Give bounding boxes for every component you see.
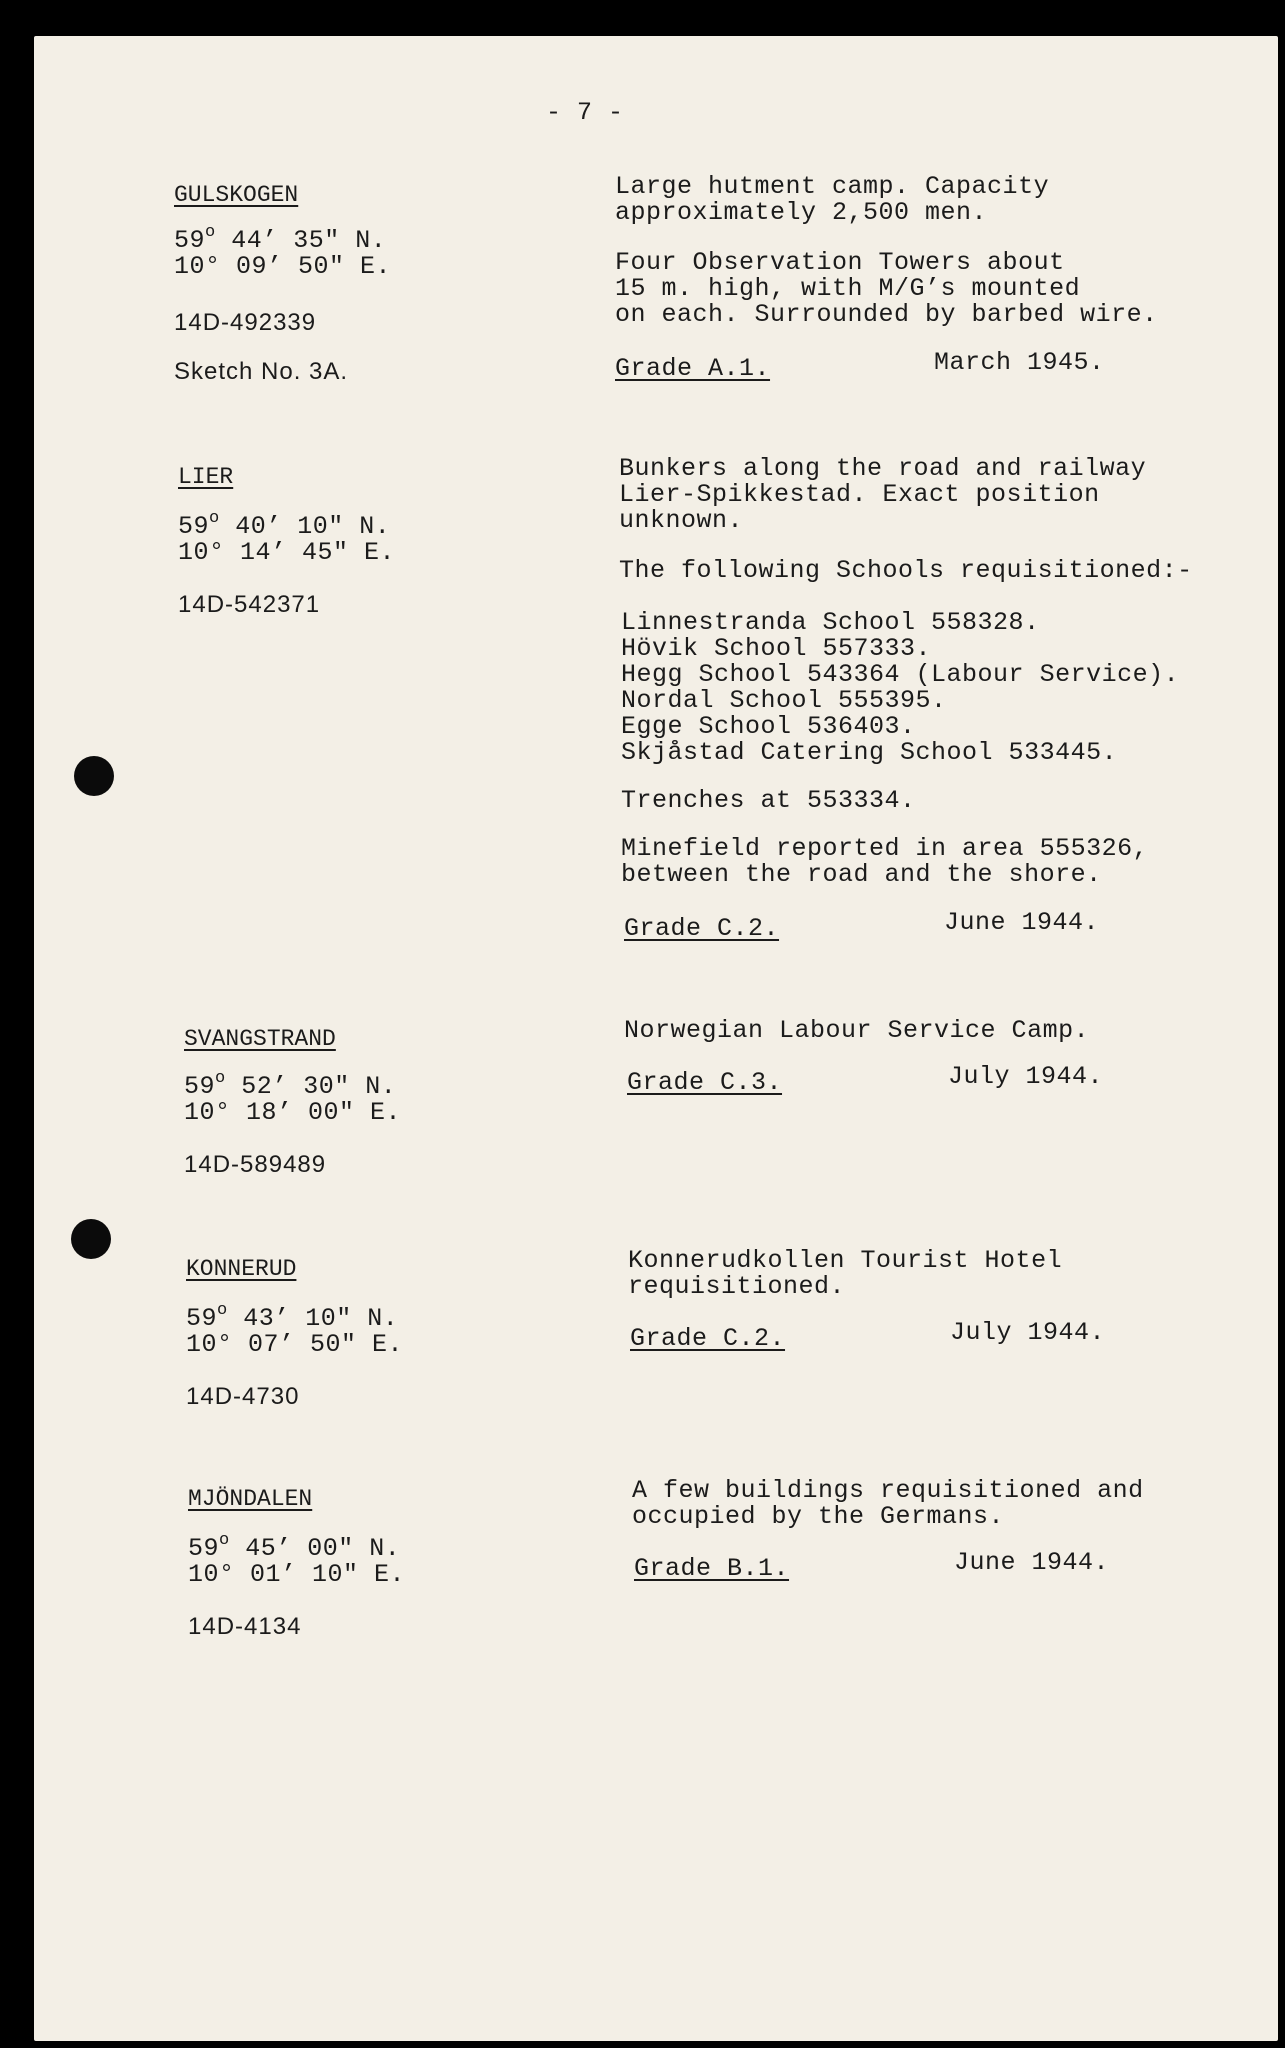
degree-symbol: o bbox=[209, 509, 220, 528]
map-reference: 14D-589489 bbox=[184, 1151, 327, 1178]
report-date: July 1944. bbox=[950, 1318, 1106, 1347]
latitude-rest: 40’ 10" N. bbox=[235, 512, 391, 541]
grade: Grade B.1. bbox=[634, 1554, 790, 1583]
latitude-degrees: 59 bbox=[186, 1304, 218, 1333]
description: Konnerudkollen Tourist Hotel requisitioned. bbox=[628, 1246, 1063, 1301]
place-name: GULSKOGEN bbox=[174, 182, 299, 208]
description: A few buildings requisitioned and occupied by the Germans. bbox=[632, 1476, 1144, 1531]
longitude: 10° 14’ 45" E. bbox=[178, 538, 396, 567]
description: Large hutment camp. Capacity approximately 2,500 men. bbox=[615, 172, 1050, 227]
report-date: March 1945. bbox=[934, 348, 1105, 377]
page-number: - 7 - bbox=[546, 98, 624, 127]
longitude: 10° 18’ 00" E. bbox=[184, 1098, 402, 1127]
latitude-rest: 43’ 10" N. bbox=[243, 1304, 399, 1333]
latitude-degrees: 59 bbox=[178, 512, 210, 541]
grade: Grade A.1. bbox=[615, 354, 771, 383]
place-name: MJÖNDALEN bbox=[188, 1486, 313, 1512]
map-reference: 14D-4134 bbox=[188, 1613, 302, 1640]
punch-hole bbox=[71, 1219, 111, 1259]
degree-symbol: o bbox=[215, 1069, 226, 1088]
description: Norwegian Labour Service Camp. bbox=[624, 1016, 1090, 1045]
document-page bbox=[34, 36, 1278, 2041]
map-reference: 14D-542371 bbox=[178, 591, 321, 618]
schools-list: Linnestranda School 558328. Hövik School 557333. Hegg School 543364 (Labour Service). Nordal School 555395. Egge School 536403. Skjåstad Catering School 533445. bbox=[621, 608, 1180, 767]
grade: Grade C.3. bbox=[627, 1068, 783, 1097]
degree-symbol: o bbox=[205, 223, 216, 242]
longitude: 10° 07’ 50" E. bbox=[186, 1330, 404, 1359]
grade: Grade C.2. bbox=[630, 1324, 786, 1353]
sketch-number: Sketch No. 3A. bbox=[174, 358, 349, 385]
latitude-degrees: 59 bbox=[184, 1072, 216, 1101]
trenches: Trenches at 553334. bbox=[621, 786, 916, 815]
longitude: 10° 09’ 50" E. bbox=[174, 252, 392, 281]
description-towers: Four Observation Towers about 15 m. high, with M/G’s mounted on each. Surrounded by barbed wire. bbox=[615, 248, 1158, 329]
latitude-rest: 45’ 00" N. bbox=[245, 1534, 401, 1563]
minefield: Minefield reported in area 555326, between the road and the shore. bbox=[621, 834, 1149, 889]
report-date: July 1944. bbox=[948, 1062, 1104, 1091]
latitude-degrees: 59 bbox=[174, 226, 206, 255]
map-reference: 14D-4730 bbox=[186, 1383, 300, 1410]
report-date: June 1944. bbox=[954, 1548, 1110, 1577]
report-date: June 1944. bbox=[944, 908, 1100, 937]
degree-symbol: o bbox=[217, 1301, 228, 1320]
grade: Grade C.2. bbox=[624, 914, 780, 943]
longitude: 10° 01’ 10" E. bbox=[188, 1560, 406, 1589]
punch-hole bbox=[74, 756, 114, 796]
place-name: SVANGSTRAND bbox=[184, 1026, 336, 1052]
description: Bunkers along the road and railway Lier-Spikkestad. Exact position unknown. bbox=[619, 454, 1147, 535]
place-name: KONNERUD bbox=[186, 1256, 297, 1282]
latitude-degrees: 59 bbox=[188, 1534, 220, 1563]
latitude-rest: 44’ 35" N. bbox=[231, 226, 387, 255]
schools-heading: The following Schools requisitioned:- bbox=[619, 556, 1193, 585]
map-reference: 14D-492339 bbox=[174, 309, 317, 336]
degree-symbol: o bbox=[219, 1531, 230, 1550]
place-name: LIER bbox=[178, 464, 234, 490]
latitude-rest: 52’ 30" N. bbox=[241, 1072, 397, 1101]
